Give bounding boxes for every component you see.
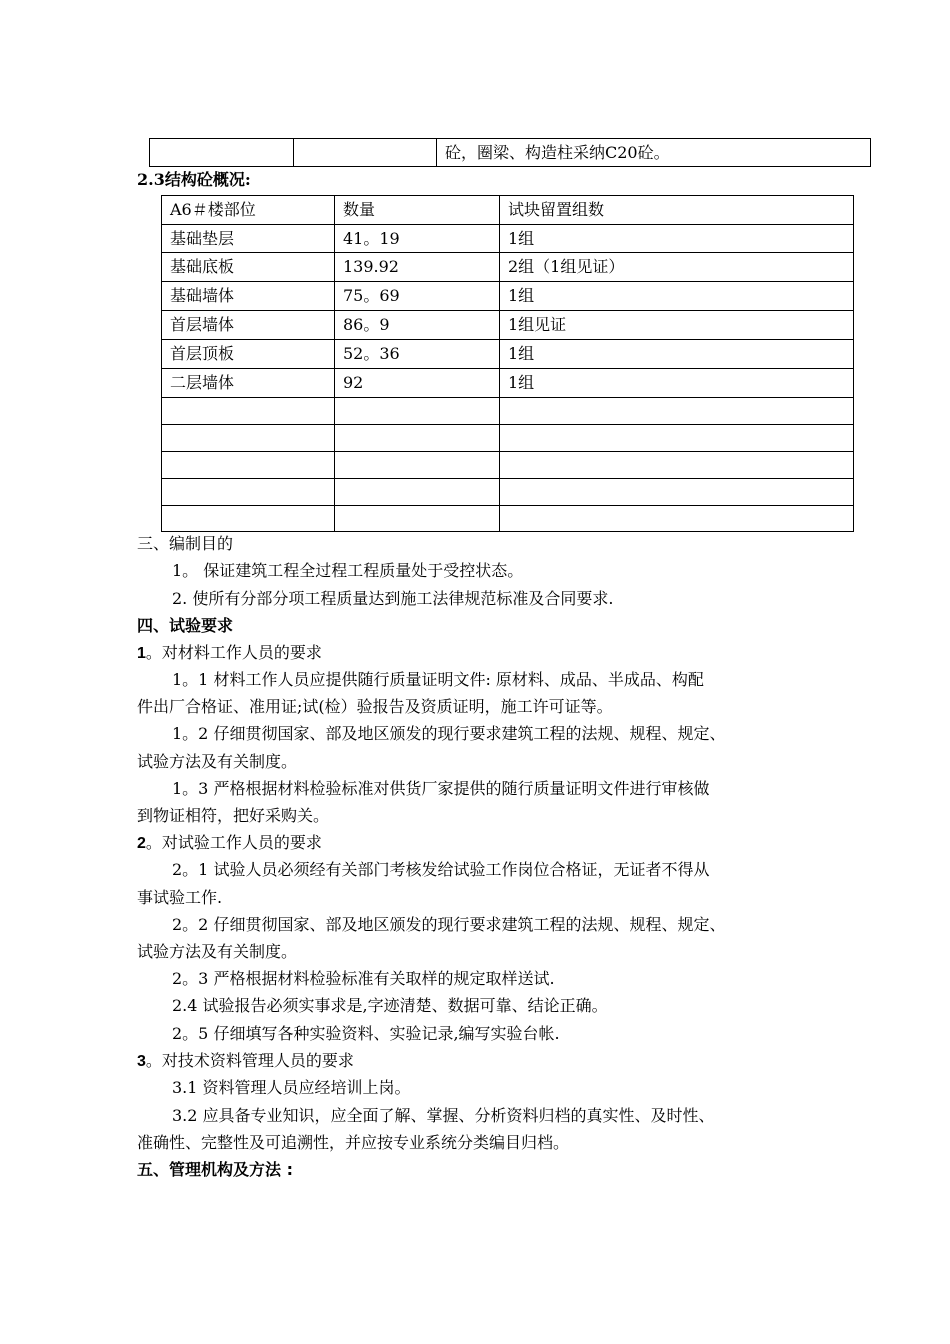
table-cell: 1组 <box>500 282 854 311</box>
paragraph-line: 准确性、完整性及可追溯性，并应按专业系统分类编目归档。 <box>137 1133 570 1152</box>
table-cell: 基础垫层 <box>162 225 335 253</box>
paragraph-line: 2。3 严格根据材料检验标准有关取样的规定取样送试. <box>172 969 555 988</box>
table-cell: 1组 <box>500 225 854 253</box>
table-row <box>162 369 854 398</box>
table-cell: 基础墙体 <box>162 282 335 311</box>
section-5-title: 五、管理机构及方法 : <box>137 1160 293 1179</box>
table-row <box>162 452 854 479</box>
subsection-2-heading <box>137 833 322 854</box>
section-2-3-title: 2.3结构砼概况: <box>137 170 251 189</box>
paragraph-line: 2.4 试验报告必须实事求是,字迹清楚、数据可靠、结论正确。 <box>172 996 608 1015</box>
table-cell <box>500 506 854 532</box>
table-row <box>162 311 854 340</box>
table-row <box>162 506 854 532</box>
table-cell: 41。19 <box>335 225 500 253</box>
section-3-title: 三、编制目的 <box>137 534 234 553</box>
table-cell: 86。9 <box>335 311 500 340</box>
table-cell: 首层墙体 <box>162 311 335 340</box>
paragraph-line: 试验方法及有关制度。 <box>137 942 298 961</box>
table-cell: 首层顶板 <box>162 340 335 369</box>
table-row <box>162 425 854 452</box>
subsection-2-title: 。对试验工作人员的要求 <box>145 833 322 852</box>
table-row <box>150 139 871 167</box>
subsection-1-heading <box>137 643 322 664</box>
table-cell <box>335 506 500 532</box>
table-cell <box>500 398 854 425</box>
subsection-3-title: 。对技术资料管理人员的要求 <box>145 1051 354 1070</box>
table-cell <box>335 452 500 479</box>
table-cell: 1组见证 <box>500 311 854 340</box>
table-cell: 砼，圈梁、构造柱采纳C20砼。 <box>437 139 871 167</box>
table-cell: 基础底板 <box>162 253 335 282</box>
table-row <box>162 282 854 311</box>
table-cell <box>150 139 294 167</box>
table-cell: 1组 <box>500 369 854 398</box>
table-header-row <box>162 196 854 225</box>
paragraph-line: 1。3 严格根据材料检验标准对供货厂家提供的随行质量证明文件进行审核做 <box>172 779 710 798</box>
table-row <box>162 225 854 253</box>
table-cell: 139.92 <box>335 253 500 282</box>
table-cell <box>335 479 500 506</box>
paragraph-line: 3.2 应具备专业知识，应全面了解、掌握、分析资料归档的真实性、及时性、 <box>172 1106 715 1125</box>
paragraph-line: 3.1 资料管理人员应经培训上岗。 <box>172 1078 411 1097</box>
header-cell-groups: 试块留置组数 <box>500 196 854 225</box>
table-cell <box>500 479 854 506</box>
top-table <box>149 138 871 167</box>
header-cell-quantity: 数量 <box>335 196 500 225</box>
table-cell <box>335 398 500 425</box>
subsection-1-number: 1 <box>137 645 146 662</box>
table-row <box>162 340 854 369</box>
table-cell <box>335 425 500 452</box>
subsection-2-number: 2 <box>137 835 146 852</box>
paragraph-line: 件出厂合格证、准用证;试(检）验报告及资质证明，施工许可证等。 <box>137 697 613 716</box>
table-row <box>162 398 854 425</box>
table-cell <box>500 452 854 479</box>
section-3-item-1: 1。 保证建筑工程全过程工程质量处于受控状态。 <box>172 561 524 580</box>
table-cell <box>162 452 335 479</box>
table-cell: 92 <box>335 369 500 398</box>
table-cell <box>162 479 335 506</box>
table-cell <box>500 425 854 452</box>
table-cell: 52。36 <box>335 340 500 369</box>
subsection-3-number: 3 <box>137 1053 146 1070</box>
section-4-title: 四、试验要求 <box>137 616 234 635</box>
paragraph-line: 1。1 材料工作人员应提供随行质量证明文件: 原材料、成品、半成品、构配 <box>172 670 704 689</box>
paragraph-line: 2。5 仔细填写各种实验资料、实验记录,编写实验台帐. <box>172 1024 560 1043</box>
paragraph-line: 事试验工作. <box>137 888 223 907</box>
table-cell: 二层墙体 <box>162 369 335 398</box>
table-cell: 2组（1组见证） <box>500 253 854 282</box>
table-row <box>162 253 854 282</box>
table-cell: 1组 <box>500 340 854 369</box>
table-cell: 75。69 <box>335 282 500 311</box>
table-cell <box>162 398 335 425</box>
table-cell <box>162 506 335 532</box>
table-row <box>162 479 854 506</box>
paragraph-line: 2。2 仔细贯彻国家、部及地区颁发的现行要求建筑工程的法规、规程、规定、 <box>172 915 726 934</box>
table-cell <box>294 139 437 167</box>
paragraph-line: 1。2 仔细贯彻国家、部及地区颁发的现行要求建筑工程的法规、规程、规定、 <box>172 724 726 743</box>
subsection-1-title: 。对材料工作人员的要求 <box>145 643 322 662</box>
section-3-item-2: 2. 使所有分部分项工程质量达到施工法律规范标准及合同要求. <box>172 589 614 608</box>
concrete-table <box>161 195 854 532</box>
paragraph-line: 到物证相符，把好采购关。 <box>137 806 330 825</box>
paragraph-line: 2。1 试验人员必须经有关部门考核发给试验工作岗位合格证，无证者不得从 <box>172 860 710 879</box>
header-cell-location: A6＃楼部位 <box>162 196 335 225</box>
subsection-3-heading <box>137 1051 354 1072</box>
table-cell <box>162 425 335 452</box>
paragraph-line: 试验方法及有关制度。 <box>137 752 298 771</box>
